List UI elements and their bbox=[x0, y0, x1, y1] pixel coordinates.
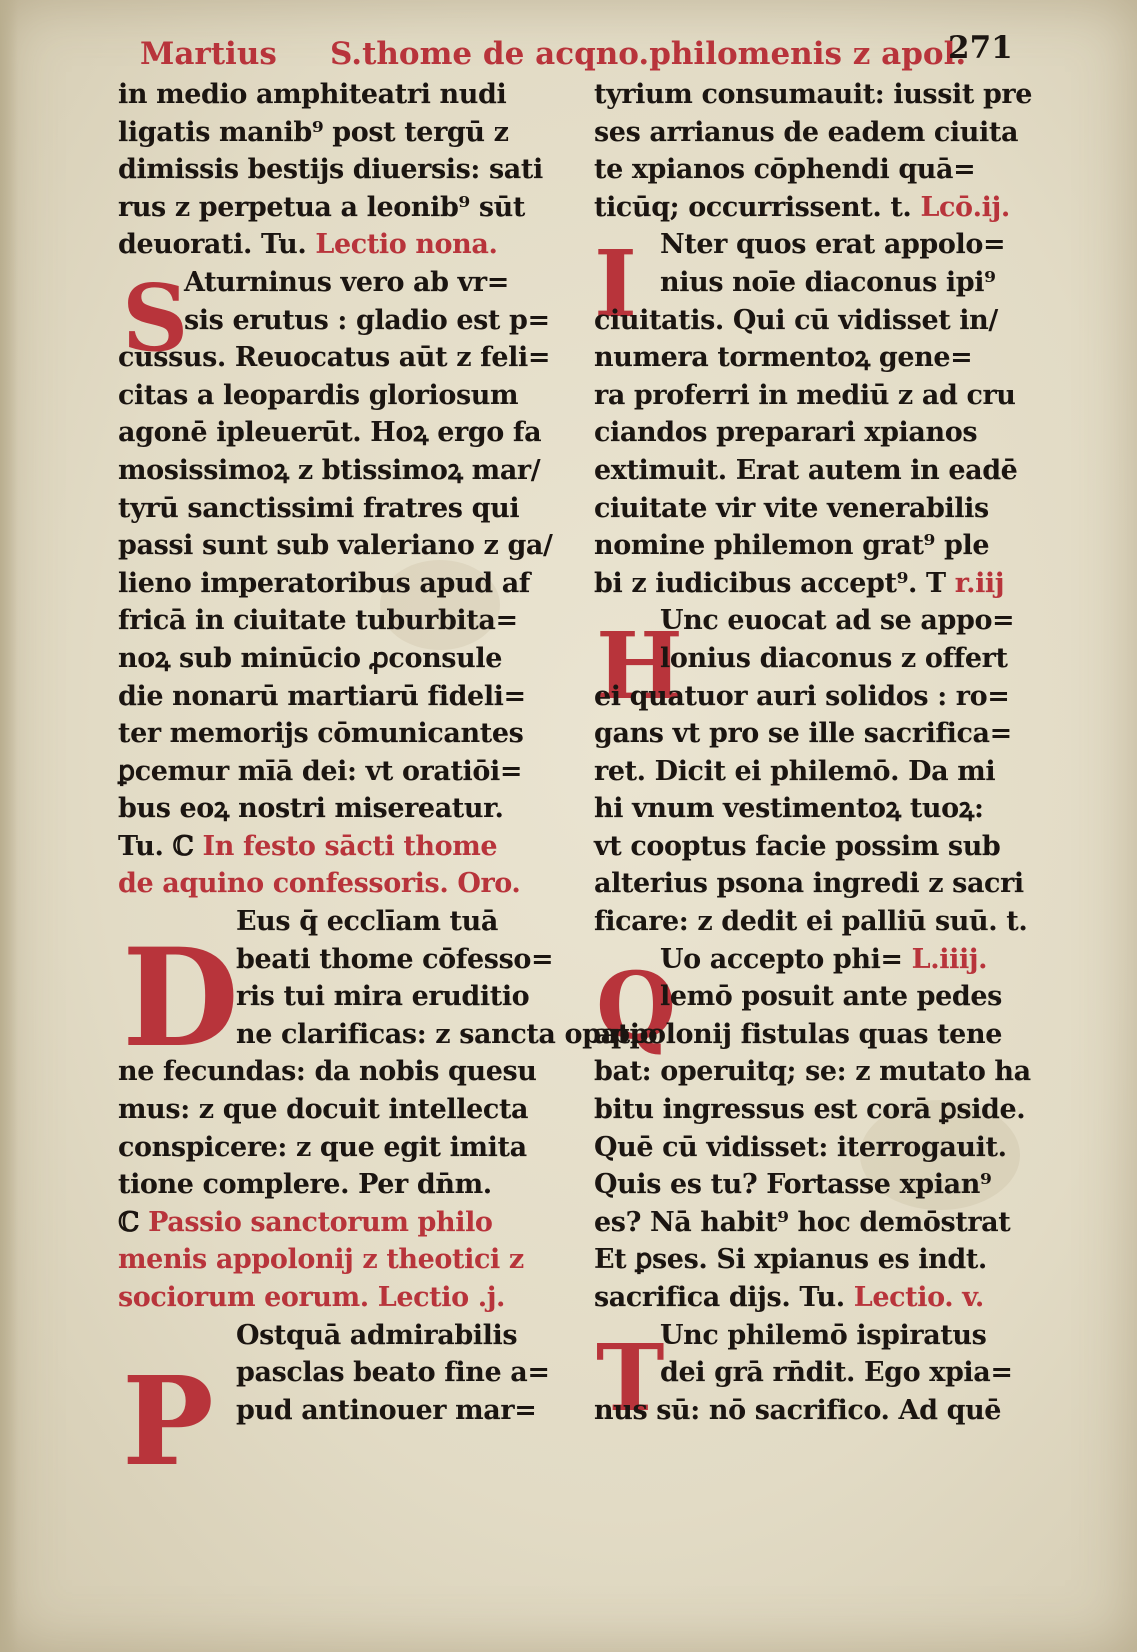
body-text: pasclas beato fine a= bbox=[236, 1357, 550, 1389]
body-text: bat: operuitq; se: z mutato ha bbox=[594, 1056, 1031, 1088]
body-text: bitu ingressus est corā ꝑside. bbox=[594, 1094, 1026, 1126]
body-text: cussus. Reuocatus aūt z feli= bbox=[118, 342, 551, 374]
drop-initial-s: S bbox=[122, 264, 189, 372]
left-text-column bbox=[118, 76, 658, 1429]
body-text: in medio amphiteatri nudi bbox=[118, 79, 507, 110]
rubric-text: In festo sācti thome bbox=[202, 830, 498, 862]
text-line bbox=[594, 114, 1044, 152]
drop-initial-p: P bbox=[122, 1349, 214, 1493]
body-text: appolonij fistulas quas tene bbox=[594, 1018, 1002, 1050]
body-text: Quē cū vidisset: iterrogauit. bbox=[594, 1131, 1007, 1163]
body-text: ticūq; occurrissent. t. bbox=[594, 191, 912, 223]
rubric-text: Lectio nona. bbox=[315, 229, 498, 261]
rubric-text: Passio sanctorum philo bbox=[148, 1206, 493, 1238]
text-line bbox=[118, 226, 568, 264]
text-line bbox=[594, 602, 1044, 640]
body-text: ꝑcemur mīā dei: vt oratiōi= bbox=[118, 755, 523, 787]
rubric-text: menis appolonij z theotici z bbox=[118, 1244, 524, 1276]
text-line bbox=[594, 490, 1044, 528]
page-number: 271 bbox=[948, 30, 1013, 66]
body-text: agonē ipleuerūt. Hoꝝ ergo fa bbox=[118, 417, 542, 449]
text-line bbox=[594, 1053, 1044, 1091]
body-text: ei quatuor auri solidos : ro= bbox=[594, 680, 1010, 712]
text-line bbox=[118, 1129, 568, 1167]
body-text: ciuitatis. Qui cū vidisset in/ bbox=[594, 304, 998, 336]
text-line bbox=[594, 1204, 1044, 1242]
text-line bbox=[118, 189, 568, 227]
text-line bbox=[594, 640, 1044, 678]
text-line bbox=[594, 151, 1044, 189]
body-text: ne fecundas: da nobis quesu bbox=[118, 1056, 537, 1088]
text-line bbox=[118, 1279, 568, 1317]
page-gutter-edge bbox=[0, 0, 18, 1652]
text-line bbox=[118, 264, 568, 302]
text-line bbox=[594, 302, 1044, 340]
body-text: citas a leopardis gloriosum bbox=[118, 379, 519, 411]
body-text: ne clarificas: z sancta opatio bbox=[236, 1018, 658, 1050]
body-text: bi z iudicibus accept⁹. T bbox=[594, 567, 946, 599]
text-line bbox=[118, 414, 568, 452]
body-text: ligatis manib⁹ post tergū z bbox=[118, 116, 509, 148]
body-text: sacrifica dijs. Tu. bbox=[594, 1282, 845, 1313]
running-header bbox=[140, 28, 1040, 76]
text-line bbox=[118, 1241, 568, 1279]
body-text: Quis es tu? Fortasse xpian⁹ bbox=[594, 1169, 992, 1201]
text-line bbox=[594, 1279, 1044, 1317]
body-text: dei grā rn̄dit. Ego xpia= bbox=[660, 1357, 1013, 1389]
text-line bbox=[594, 1166, 1044, 1204]
header-month: Martius bbox=[140, 36, 277, 72]
body-text: passi sunt sub valeriano z ga/ bbox=[118, 530, 553, 562]
drop-initial-q: Q bbox=[596, 952, 677, 1060]
text-line bbox=[118, 76, 568, 114]
drop-initial-d: D bbox=[122, 918, 240, 1077]
text-line bbox=[118, 640, 568, 678]
header-feast-title: S.thome de acqno.philomenis z apol. bbox=[330, 36, 967, 72]
body-text: es? Nā habit⁹ hoc demōstrat bbox=[594, 1206, 1011, 1238]
body-text: ciandos preparari xpianos bbox=[594, 417, 978, 449]
text-line bbox=[594, 565, 1044, 603]
text-line bbox=[118, 1392, 568, 1430]
text-line bbox=[118, 978, 568, 1016]
rubric-text: Lcō.ij. bbox=[920, 191, 1010, 223]
body-text: gans vt pro se ille sacrifica= bbox=[594, 718, 1012, 750]
body-text: tione complere. Per dn̄m. bbox=[118, 1169, 492, 1201]
body-text: Unc philemō ispiratus bbox=[660, 1319, 987, 1351]
body-text: ficare: z dedit ei palliū suū. t. bbox=[594, 906, 1028, 938]
text-line bbox=[594, 414, 1044, 452]
body-text: conspicere: z que egit imita bbox=[118, 1131, 527, 1163]
body-text: alterius psona ingredi z sacri bbox=[594, 868, 1024, 900]
text-line bbox=[594, 76, 1044, 114]
body-text: Aturninus vero ab vr= bbox=[184, 266, 509, 298]
text-line bbox=[118, 828, 568, 866]
text-line bbox=[594, 527, 1044, 565]
drop-initial-i: I bbox=[594, 230, 638, 338]
text-line bbox=[118, 790, 568, 828]
rubric-text: sociorum eorum. Lectio .j. bbox=[118, 1282, 506, 1313]
text-line bbox=[594, 452, 1044, 490]
body-text: tyrium consumauit: iussit pre bbox=[594, 79, 1033, 110]
text-line bbox=[118, 865, 568, 903]
text-line bbox=[118, 1016, 658, 1054]
body-text: nomine philemon grat⁹ ple bbox=[594, 530, 990, 562]
text-line bbox=[594, 865, 1044, 903]
body-text: vt cooptus facie possim sub bbox=[594, 830, 1001, 862]
rubric-text: r.iij bbox=[954, 567, 1005, 599]
body-text: noꝝ sub minūcio ꝓconsule bbox=[118, 642, 502, 674]
text-line bbox=[594, 1016, 1044, 1054]
text-line bbox=[118, 1354, 568, 1392]
text-line bbox=[594, 678, 1044, 716]
text-line bbox=[594, 1091, 1044, 1129]
body-text: ℂ bbox=[118, 1206, 140, 1238]
rubric-text: L.iiij. bbox=[911, 943, 988, 975]
body-text: te xpianos cōphendi quā= bbox=[594, 154, 976, 186]
body-text: ses arrianus de eadem ciuita bbox=[594, 116, 1019, 148]
body-text: nius noīe diaconus ipi⁹ bbox=[660, 266, 996, 298]
body-text: Nter quos erat appolo= bbox=[660, 229, 1006, 261]
right-text-column bbox=[594, 76, 1044, 1432]
body-text: tyrū sanctissimi fratres qui bbox=[118, 492, 520, 524]
text-line bbox=[594, 1129, 1044, 1167]
text-line bbox=[118, 1166, 568, 1204]
text-line bbox=[118, 715, 568, 753]
text-line bbox=[118, 377, 568, 415]
text-line bbox=[594, 941, 1044, 979]
body-text: deuorati. Tu. bbox=[118, 229, 307, 261]
text-line bbox=[118, 302, 568, 340]
text-line bbox=[118, 151, 568, 189]
text-line bbox=[118, 565, 568, 603]
body-text: die nonarū martiarū fideli= bbox=[118, 680, 526, 712]
text-line bbox=[594, 790, 1044, 828]
body-text: hi vnum vestimentoꝝ tuoꝝ: bbox=[594, 793, 984, 825]
rubric-text: Lectio. v. bbox=[853, 1282, 984, 1313]
body-text: Uo accepto phi= bbox=[660, 943, 903, 975]
rubric-text: de aquino confessoris. Oro. bbox=[118, 868, 521, 900]
text-line bbox=[118, 490, 568, 528]
body-text: ter memorijs cōmunicantes bbox=[118, 718, 524, 750]
body-text: numera tormentoꝝ gene= bbox=[594, 342, 973, 374]
text-line bbox=[594, 903, 1044, 941]
text-line bbox=[594, 377, 1044, 415]
body-text: Tu. ℂ bbox=[118, 830, 194, 862]
body-text: ris tui mira eruditio bbox=[236, 981, 530, 1013]
text-line bbox=[118, 1204, 568, 1242]
text-line bbox=[594, 1317, 1044, 1355]
text-line bbox=[594, 753, 1044, 791]
text-line bbox=[594, 828, 1044, 866]
text-line bbox=[118, 1053, 568, 1091]
text-line bbox=[118, 941, 568, 979]
text-line bbox=[594, 1354, 1044, 1392]
text-line bbox=[118, 452, 568, 490]
drop-initial-h: H bbox=[596, 612, 683, 720]
body-text: extimuit. Erat autem in eadē bbox=[594, 454, 1018, 486]
text-line bbox=[594, 1392, 1044, 1430]
body-text: Ostquā admirabilis bbox=[236, 1319, 518, 1351]
body-text: lonius diaconus z offert bbox=[660, 642, 1008, 674]
drop-initial-t: T bbox=[596, 1324, 665, 1432]
body-text: dimissis bestijs diuersis: sati bbox=[118, 154, 543, 186]
body-text: nus sū: nō sacrifico. Ad quē bbox=[594, 1394, 1002, 1426]
body-text: sis erutus : gladio est p= bbox=[184, 304, 550, 336]
body-text: mosissimoꝝ z btissimoꝝ mar/ bbox=[118, 454, 541, 486]
body-text: pud antinouer mar= bbox=[236, 1394, 537, 1426]
body-text: ret. Dicit ei philemō. Da mi bbox=[594, 755, 996, 787]
body-text: Et ꝑses. Si xpianus es indt. bbox=[594, 1244, 987, 1276]
body-text: Eus q̄ ecclīam tuā bbox=[236, 906, 498, 938]
body-text: ra proferri in mediū z ad cru bbox=[594, 379, 1016, 411]
body-text: beati thome cōfesso= bbox=[236, 943, 554, 975]
text-line bbox=[118, 602, 568, 640]
body-text: lemō posuit ante pedes bbox=[660, 981, 1002, 1013]
text-line bbox=[594, 189, 1044, 227]
body-text: lieno imperatoribus apud af bbox=[118, 567, 530, 599]
body-text: mus: z que docuit intellecta bbox=[118, 1094, 529, 1126]
text-line bbox=[118, 903, 568, 941]
body-text: Unc euocat ad se appo= bbox=[660, 605, 1015, 637]
text-line bbox=[594, 715, 1044, 753]
text-line bbox=[594, 264, 1044, 302]
text-line bbox=[594, 339, 1044, 377]
body-text: fricā in ciuitate tuburbita= bbox=[118, 605, 518, 637]
text-line bbox=[594, 226, 1044, 264]
text-line bbox=[118, 527, 568, 565]
text-line bbox=[118, 753, 568, 791]
text-line bbox=[594, 978, 1044, 1016]
body-text: bus eoꝝ nostri misereatur. bbox=[118, 793, 504, 825]
text-line bbox=[118, 339, 568, 377]
text-line bbox=[594, 1241, 1044, 1279]
text-line bbox=[118, 114, 568, 152]
body-text: rus z perpetua a leonib⁹ sūt bbox=[118, 191, 525, 223]
text-line bbox=[118, 1091, 568, 1129]
text-line bbox=[118, 678, 568, 716]
text-line bbox=[118, 1317, 568, 1355]
body-text: ciuitate vir vite venerabilis bbox=[594, 492, 989, 524]
